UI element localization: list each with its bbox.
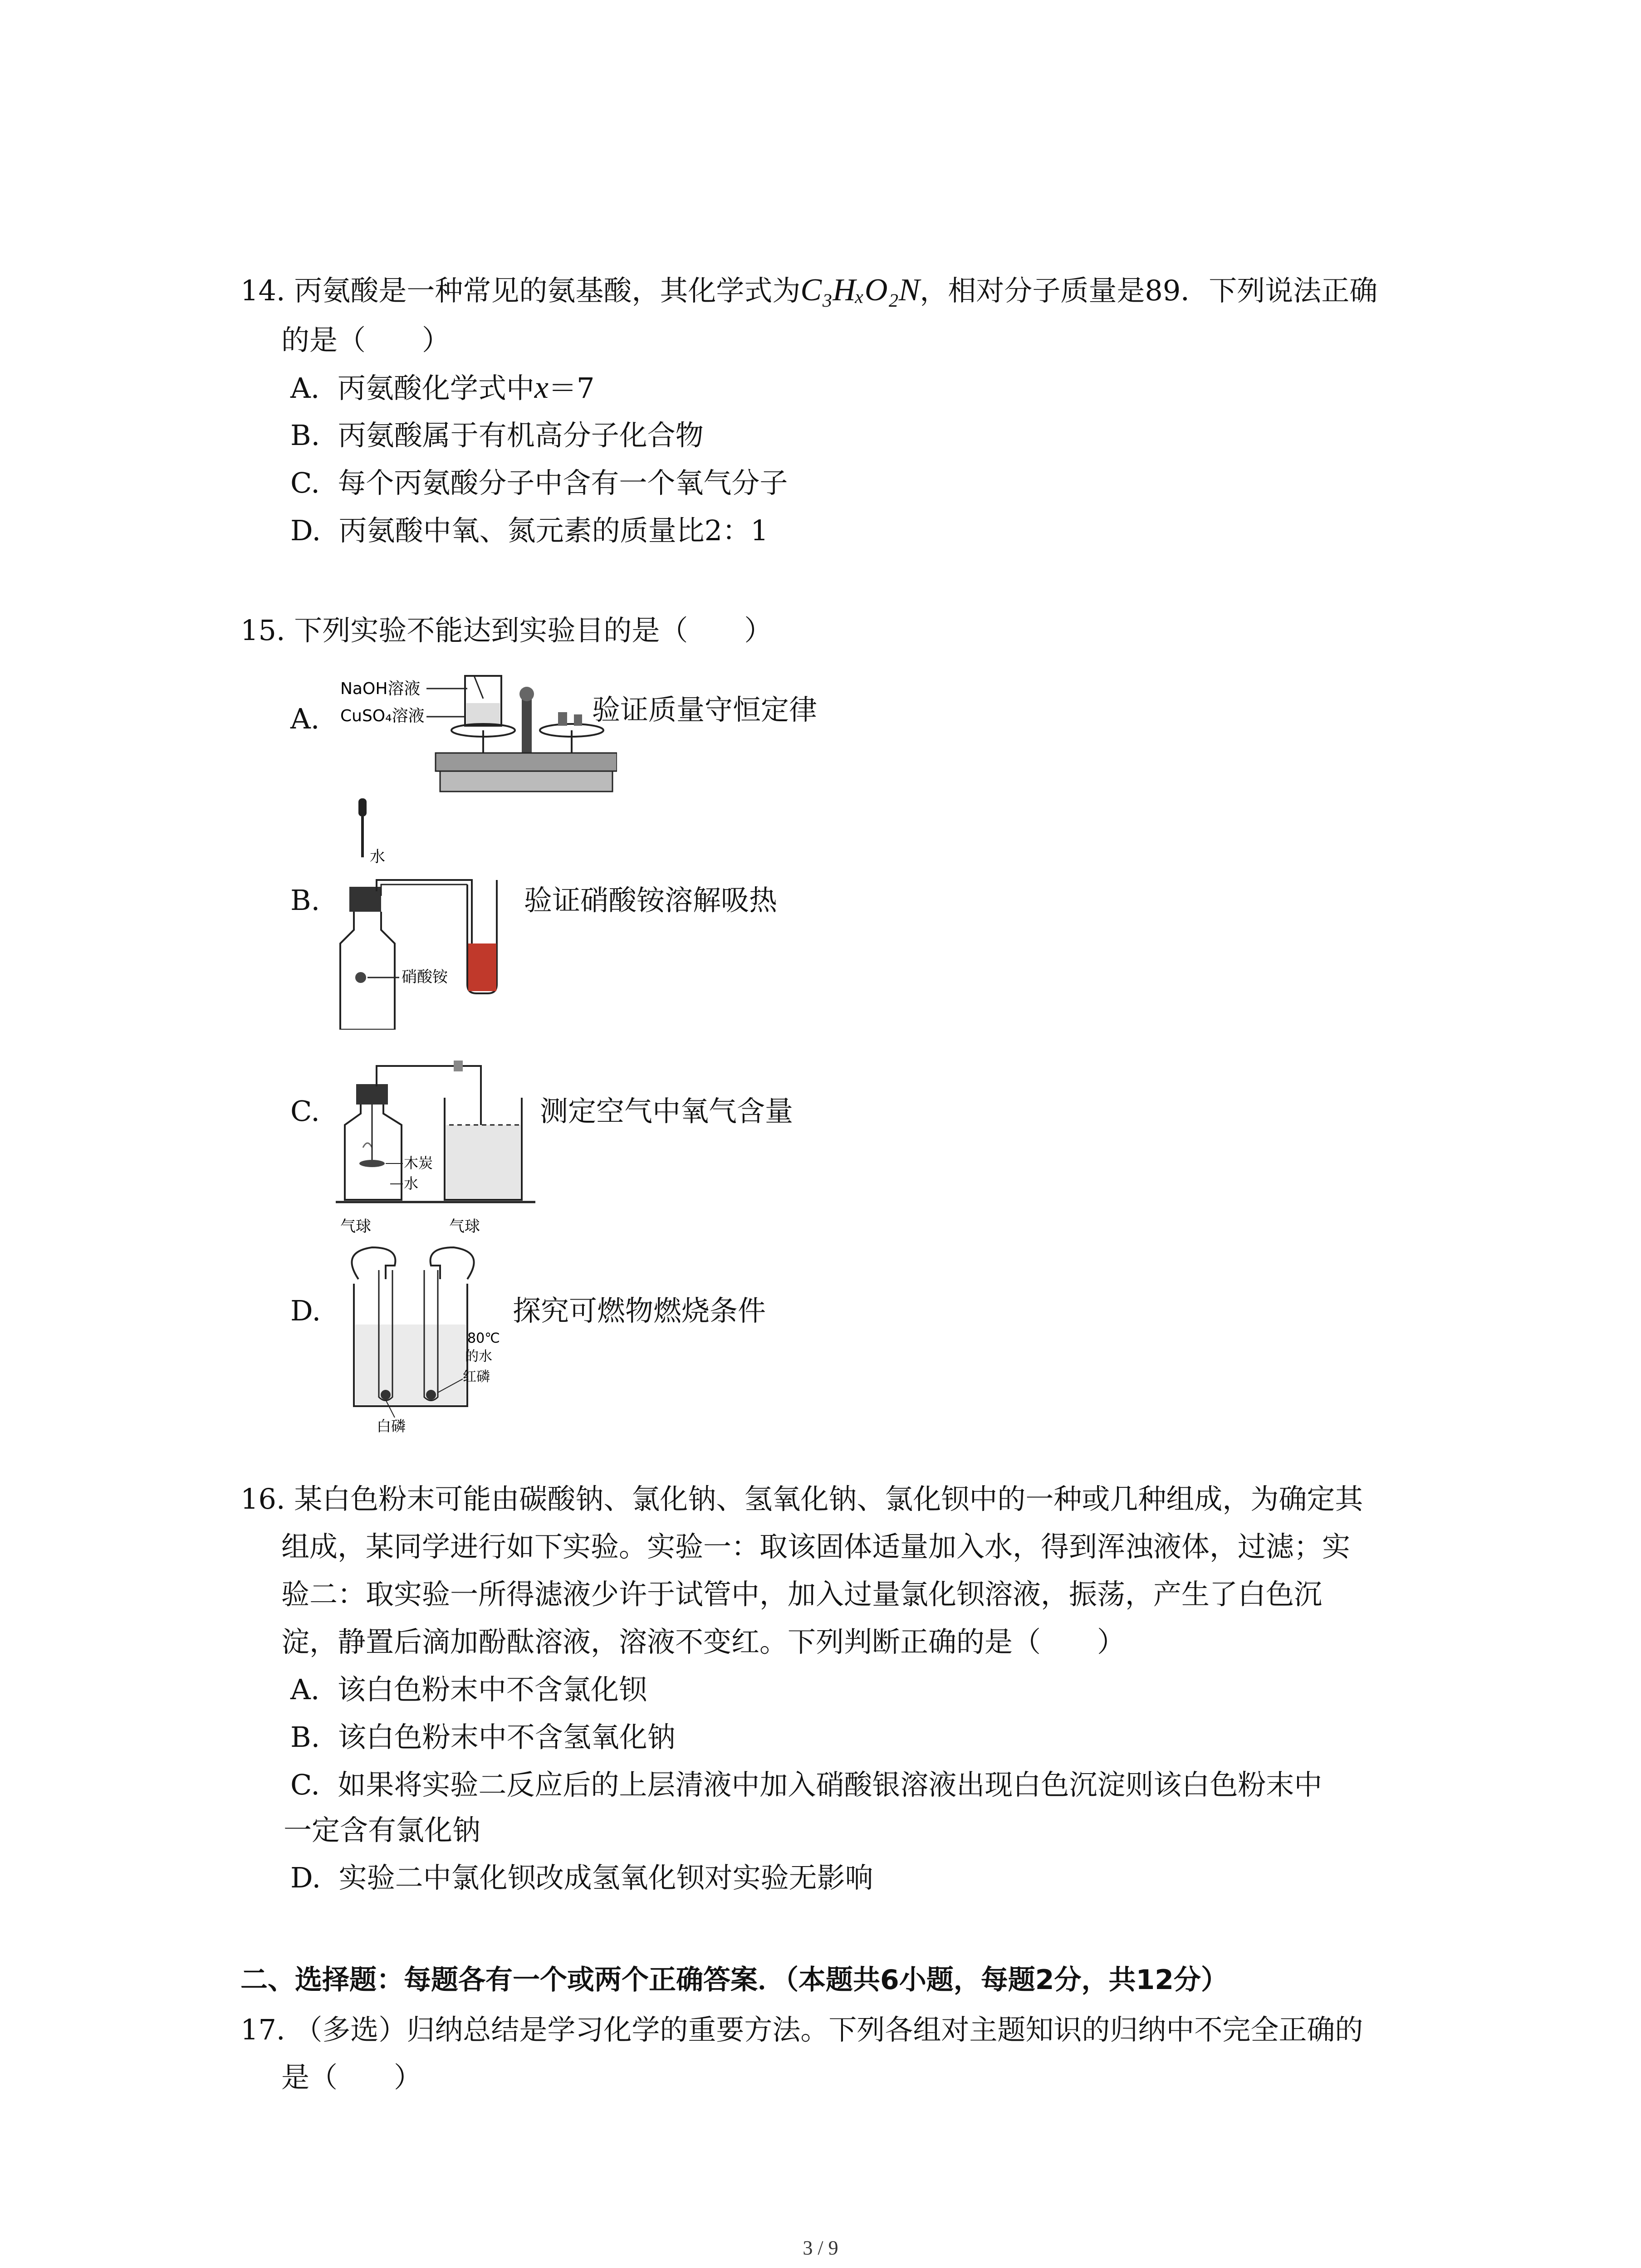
q15-option-d-caption: 探究可燃物燃烧条件: [513, 1294, 766, 1327]
water-label-b: 水: [370, 848, 385, 866]
u-tube-liquid: [468, 943, 496, 991]
q14-stem-line2: 的是（ ）: [281, 323, 451, 357]
q15-stem-text: 下列实验不能达到实验目的是（ ）: [294, 614, 773, 647]
naoh-label: NaOH溶液: [340, 679, 421, 698]
option-letter: B.: [290, 419, 320, 452]
charcoal-label: 木炭: [404, 1154, 433, 1172]
q15-option-a-letter: A.: [290, 702, 320, 735]
option-text: 该白色粉末中不含氢氧化钠: [338, 1721, 676, 1754]
q16-option-b: [290, 1719, 676, 1755]
q15-option-c-letter: C.: [290, 1095, 320, 1128]
q15-number: 15.: [240, 614, 285, 647]
option-letter: C.: [290, 466, 320, 499]
q14-option-a: [290, 370, 594, 406]
option-text: 丙氨酸属于有机高分子化合物: [338, 419, 704, 452]
q16-option-c-continued: 一定含有氯化钠: [284, 1813, 481, 1847]
q14-stem-line1: [240, 272, 1377, 309]
option-text: 丙氨酸中氧、氮元素的质量比2：1: [338, 514, 769, 547]
ammonium-nitrate-label: 硝酸铵: [402, 968, 448, 986]
q14-option-d: [290, 513, 769, 549]
option-variable: x: [534, 370, 549, 405]
option-letter: A.: [290, 1673, 320, 1706]
q14-number: 14.: [240, 274, 285, 307]
page-number: 3 / 9: [803, 2237, 838, 2259]
q15-stem: [240, 612, 772, 649]
option-text: 每个丙氨酸分子中含有一个氧气分子: [338, 466, 788, 499]
balloon-label-right: 气球: [449, 1217, 480, 1236]
q15-option-b-caption: 验证硝酸铵溶解吸热: [524, 884, 778, 917]
option-letter: D.: [290, 514, 321, 547]
q14-formula: C₃HₓO₂N: [800, 273, 920, 308]
section-2-title: 二、选择题：每题各有一个或两个正确答案．（本题共6小题，每题2分，共12分）: [240, 1964, 1228, 1996]
option-text: 该白色粉末中不含氯化钡: [337, 1673, 647, 1706]
option-letter: A.: [290, 371, 320, 405]
q17-number: 17.: [240, 2013, 285, 2046]
q15-option-d-letter: D.: [290, 1294, 321, 1327]
q16-stem-line1: [240, 1481, 1363, 1517]
q15-option-b-letter: B.: [290, 884, 320, 917]
white-phosphorus-label: 白磷: [377, 1418, 406, 1435]
q16-option-a: [290, 1672, 647, 1708]
q14-stem-part-b: ，相对分子质量是89．下列说法正确: [920, 274, 1378, 307]
red-phosphorus-label: 红磷: [463, 1369, 490, 1385]
q16-stem-line3: 验二：取实验一所得滤液少许于试管中，加入过量氯化钡溶液，振荡，产生了白色沉: [281, 1578, 1323, 1611]
option-letter: C.: [290, 1768, 320, 1801]
q16-stem-line2: 组成，某同学进行如下实验。实验一：取该固体适量加入水，得到浑浊液体，过滤；实: [281, 1530, 1351, 1563]
option-text: 实验二中氯化钡改成氢氧化钡对实验无影响: [338, 1861, 873, 1894]
option-letter: B.: [290, 1721, 320, 1754]
q16-option-c: [290, 1767, 1322, 1803]
q17-stem-text: （多选）归纳总结是学习化学的重要方法。下列各组对主题知识的归纳中不完全正确的: [294, 2013, 1363, 2046]
oxygen-content-apparatus-figure: [331, 1034, 540, 1207]
balloon-label-left: 气球: [340, 1217, 371, 1236]
q14-stem-part-a: 丙氨酸是一种常见的氨基酸，其化学式为: [294, 274, 801, 307]
option-text-pre: 丙氨酸化学式中: [337, 371, 534, 405]
option-text: 如果将实验二反应后的上层清液中加入硝酸银溶液出现白色沉淀则该白色粉末中: [338, 1768, 1323, 1801]
cuso4-label: CuSO₄溶液: [340, 707, 425, 725]
q15-option-a-caption: 验证质量守恒定律: [592, 693, 818, 726]
q15-option-c-caption: 测定空气中氧气含量: [540, 1095, 794, 1128]
q16-option-d: [290, 1860, 873, 1896]
option-text-post: ＝7: [549, 371, 595, 405]
combustion-apparatus-figure: [331, 1211, 513, 1438]
ammonium-nitrate-apparatus-figure: [331, 794, 522, 1030]
q16-stem-text-1: 某白色粉末可能由碳酸钠、氯化钠、氢氧化钠、氯化钡中的一种或几种组成，为确定其: [294, 1482, 1363, 1515]
temperature-label: 80℃: [467, 1330, 500, 1346]
q14-option-b: [290, 417, 704, 454]
q16-number: 16.: [240, 1482, 285, 1515]
hot-water-label: 的水: [465, 1349, 492, 1364]
option-letter: D.: [290, 1861, 321, 1894]
q14-option-c: [290, 465, 788, 501]
q16-stem-line4: 淀，静置后滴加酚酞溶液，溶液不变红。下列判断正确的是（ ）: [281, 1625, 1126, 1658]
water-label-c: 水: [404, 1175, 419, 1192]
q17-stem-line1: [240, 2012, 1363, 2048]
balance-apparatus-figure: [336, 667, 617, 798]
q17-stem-line2: 是（ ）: [281, 2061, 422, 2094]
